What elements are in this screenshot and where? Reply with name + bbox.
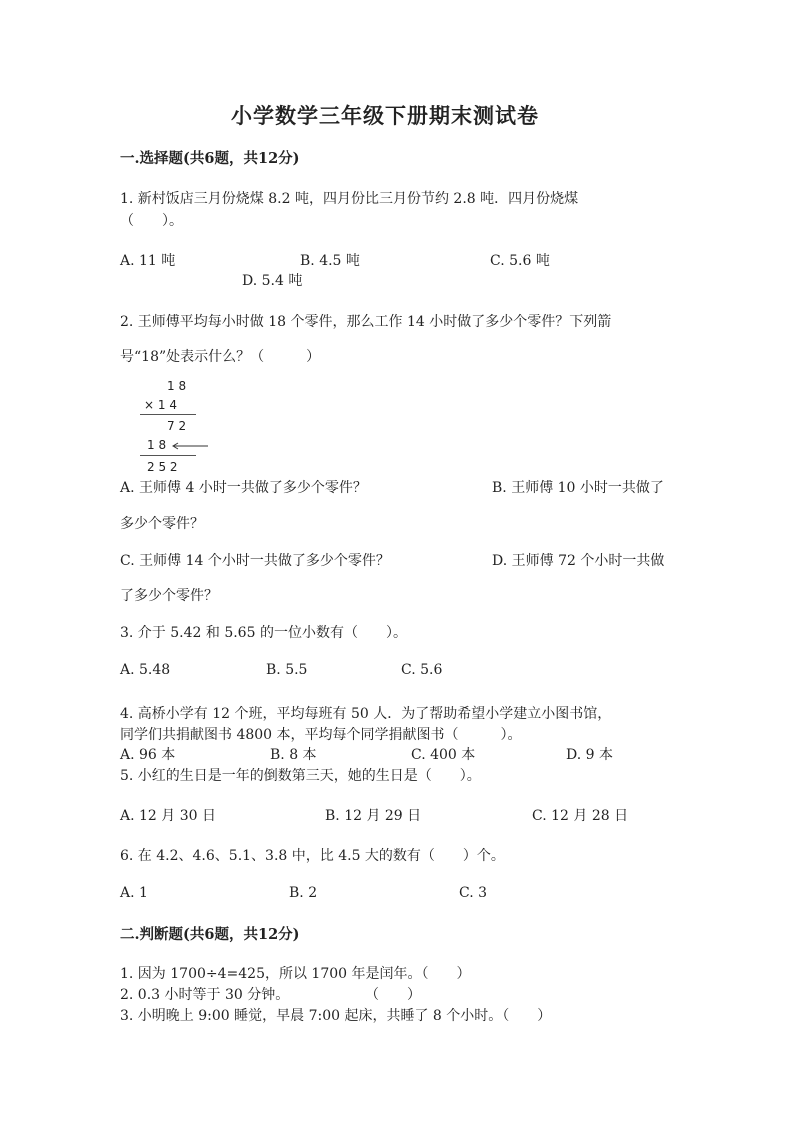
question-2-text: 2. 王师傅平均每小时做 18 个零件，那么工作 14 小时做了多少个零件？下列箭 <box>120 314 612 330</box>
q4-option-b: B. 8 本 <box>270 747 317 763</box>
judgment-item-2-blank: （ ） <box>365 987 421 1003</box>
calc-row-partial-2: 1 8 <box>147 438 167 452</box>
q1-option-d: D. 5.4 吨 <box>242 273 303 289</box>
q4-option-a: A. 96 本 <box>120 747 176 763</box>
q1-option-b: B. 4.5 吨 <box>300 253 360 269</box>
calc-row-result: 2 5 2 <box>147 460 178 474</box>
judgment-item-1: 1. 因为 1700÷4=425，所以 1700 年是闰年。（ ） <box>120 966 471 982</box>
q3-option-b: B. 5.5 <box>266 662 308 678</box>
question-4-text-cont: 同学们共捐献图书 4800 本，平均每个同学捐献图书（ ）。 <box>120 727 522 743</box>
q2-option-c: C. 王师傅 14 个小时一共做了多少个零件？ <box>120 553 390 569</box>
page-title: 小学数学三年级下册期末测试卷 <box>231 103 539 128</box>
q4-option-d: D. 9 本 <box>566 747 613 763</box>
q6-option-c: C. 3 <box>459 885 488 901</box>
q6-option-b: B. 2 <box>289 885 318 901</box>
q5-option-a: A. 12 月 30 日 <box>120 808 216 824</box>
q1-option-c: C. 5.6 吨 <box>490 253 550 269</box>
calc-row-multiplicand: 1 8 <box>167 379 187 393</box>
calc-row-multiplier: × 1 4 <box>144 398 177 412</box>
question-4-text: 4. 高桥小学有 12 个班，平均每班有 50 人．为了帮助希望小学建立小图书馆， <box>120 706 612 722</box>
q6-option-a: A. 1 <box>120 885 148 901</box>
q2-option-d: D. 王师傅 72 个小时一共做 <box>492 553 665 569</box>
calc-divider-2 <box>140 455 196 456</box>
q5-option-b: B. 12 月 29 日 <box>325 808 422 824</box>
calc-divider-1 <box>140 414 196 415</box>
calc-row-partial-1: 7 2 <box>167 419 187 433</box>
question-6-text: 6. 在 4.2、4.6、5.1、3.8 中，比 4.5 大的数有（ ）个。 <box>120 848 505 864</box>
section-heading-judgment: 二.判断题(共6题，共12分) <box>120 926 300 943</box>
question-5-text: 5. 小红的生日是一年的倒数第三天，她的生日是（ ）。 <box>120 768 481 784</box>
question-2-text-cont: 号“18”处表示什么？（ ） <box>120 349 321 365</box>
judgment-item-3: 3. 小明晚上 9:00 睡觉，早晨 7:00 起床，共睡了 8 个小时。（ ） <box>120 1008 552 1024</box>
q3-option-a: A. 5.48 <box>120 662 171 678</box>
q2-option-b: B. 王师傅 10 小时一共做了 <box>492 480 664 496</box>
q2-option-b-cont: 多少个零件？ <box>120 516 204 532</box>
q2-option-a: A. 王师傅 4 小时一共做了多少个零件？ <box>120 480 367 496</box>
q5-option-c: C. 12 月 28 日 <box>532 808 629 824</box>
q3-option-c: C. 5.6 <box>401 662 443 678</box>
q2-option-d-cont: 了多少个零件？ <box>120 588 218 604</box>
question-1-blank: （ ）。 <box>120 213 183 229</box>
question-1-text: 1. 新村饭店三月份烧煤 8.2 吨，四月份比三月份节约 2.8 吨．四月份烧煤 <box>120 191 579 207</box>
question-3-text: 3. 介于 5.42 和 5.65 的一位小数有（ ）。 <box>120 625 407 641</box>
section-heading-choice: 一.选择题(共6题，共12分) <box>120 150 300 167</box>
q1-option-a: A. 11 吨 <box>120 253 176 269</box>
arrow-left-icon <box>170 440 210 452</box>
q4-option-c: C. 400 本 <box>411 747 476 763</box>
judgment-item-2: 2. 0.3 小时等于 30 分钟。 <box>120 987 290 1003</box>
